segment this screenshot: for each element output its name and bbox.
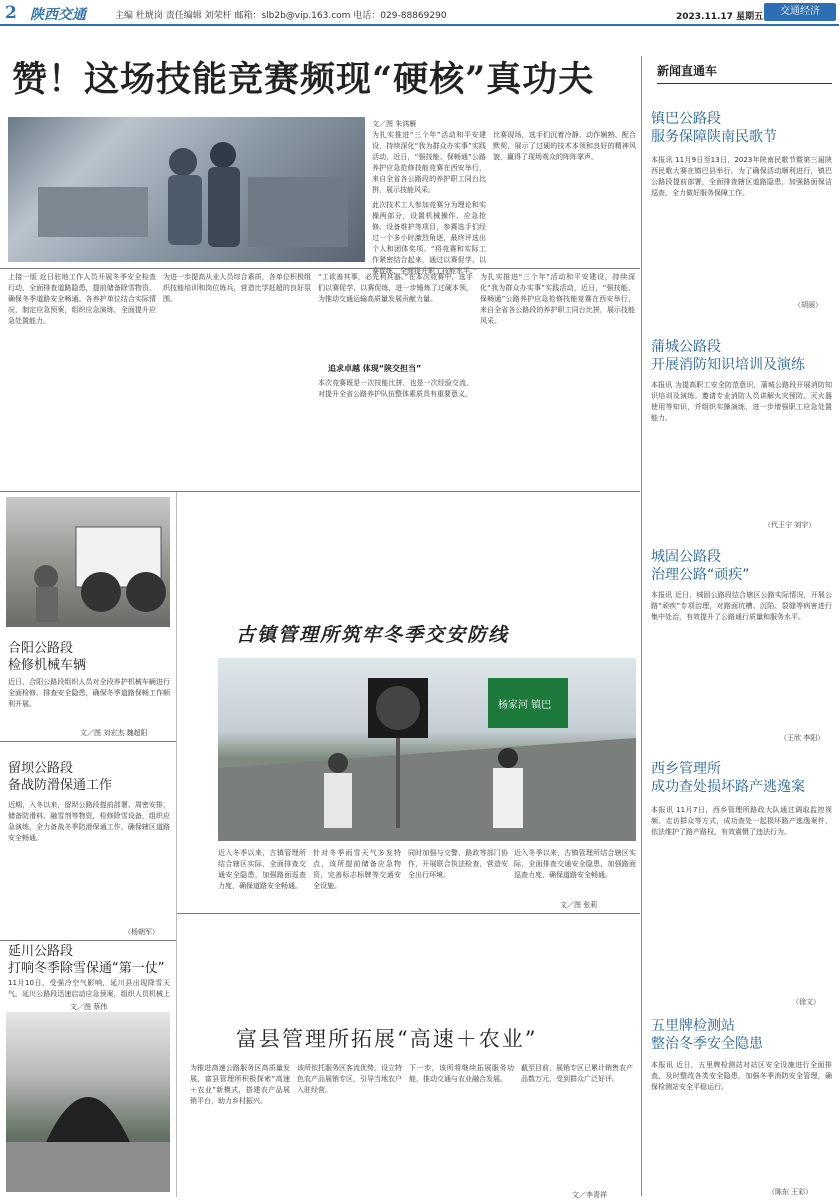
sidebar-item-body: 本报讯 为提高职工安全防范意识，蒲城公路段开展消防知识培训及演练。邀请专业消防人员讲解火灾预防、灭火器使用等知识，并组织实操演练，进一步增强职工应急处置能力。 <box>651 381 832 422</box>
sidebar-item-body: 本报讯 11月9日至13日，2023年陕南民歌节暨第三届陕西民歌大赛在镇巴县举行。为了确保活动顺利进行，镇巴公路段提前部署，全面排查辖区道路隐患，加强路面保洁巡查，全力做好服务保障工作。 <box>651 156 832 197</box>
sidebar-item-title: 西乡管理所 成功查处损坏路产逃逸案 <box>651 761 805 795</box>
machinery-photo <box>6 497 170 627</box>
sidebar-item-credit: （胡丽） <box>794 301 822 309</box>
competition-photo <box>8 117 365 262</box>
sidebar-item-credit: （王欣 李阳） <box>780 734 825 742</box>
story2-body-4: 截至目前，展销专区已累计销售农产品数万元，受到群众广泛好评。 <box>521 1064 633 1083</box>
section-tab[interactable]: 交通经济 <box>764 3 836 21</box>
left-article-2-body: 近期，入冬以来，留坝公路段提前部署、周密安排，储备防滑料、融雪剂等物资，检修除雪设备，组织应急演练，全力备战冬季防滑保通工作，确保辖区道路安全畅通。 <box>8 801 170 842</box>
story1-body-4: 近入冬季以来，古镇管理所结合辖区实际，全面排查交通安全隐患，加强路面巡查力度，确保道路安全畅通。 <box>514 849 636 879</box>
story2-body-2: 该所依托服务区客流优势，设立特色农产品展销专区，引导当地农户入驻经营。 <box>297 1064 402 1094</box>
byline: 文／图 朱鸿雁 <box>372 120 417 128</box>
lede-text: 为扎实推进“三个年”活动和平安建设，持续深化“我为群众办实事”实践活动，近日，“强技能、保畅通”公路养护应急抢修技能竞赛在西安举行，来自全省各公路段的养护职工同台比拼，展示技能风采。 <box>372 131 486 194</box>
left-article-1-body: 近日，合阳公路段组织人员对全段养护机械车辆进行全面检修，排查安全隐患，确保冬季道路保畅工作顺利开展。 <box>8 678 170 708</box>
story1-body-3: 同时加强与交警、路政等部门协作，开展联合执法检查，营造安全出行环境。 <box>408 849 508 879</box>
article-col3: 比赛现场，选手们沉着冷静、动作娴熟、配合默契，展示了过硬的技术本领和良好的精神风貌，赢得了现场观众的阵阵掌声。 <box>493 131 636 161</box>
story2-credit: 文／李青祥 <box>572 1191 607 1199</box>
sidebar-underline <box>657 83 832 84</box>
sidebar-item-body: 本报讯 近日，五里牌检测站对站区安全设施进行全面排查，及时整改各类安全隐患，加强冬季消防安全管理，确保检测站安全平稳运行。 <box>651 1061 832 1091</box>
article-cont5: 为扎实推进“三个年”活动和平安建设，持续深化“我为群众办实事”实践活动，近日，“强技能、保畅通”公路养护应急抢修技能竞赛在西安举行，来自全省各公路段的养护职工同台比拼，展示技能风采。 <box>480 273 635 325</box>
story2-body-1: 为推进高速公路服务区高质量发展，富县管理所积极探索“高速＋农业”新模式，搭建农产品展销平台，助力乡村振兴。 <box>190 1064 290 1105</box>
issue-date: 2023.11.17 星期五 <box>676 12 764 22</box>
sidebar-item-title: 蒲城公路段 开展消防知识培训及演练 <box>651 339 805 373</box>
story2-body-3: 下一步，该所将继续拓展服务功能，推动交通与农业融合发展。 <box>409 1064 514 1083</box>
sidebar-item-title: 城固公路段 治理公路“顽疾” <box>651 549 750 583</box>
divider <box>0 491 640 492</box>
article-cont4: 本次竞赛既是一次技能比拼，也是一次经验交流，对提升全省公路养护队伍整体素质具有重要意义。 <box>318 379 473 398</box>
sidebar-item-body: 本报讯 近日，城固公路段结合辖区公路实际情况，开展公路“顽疾”专项治理，对路面坑槽、沉陷、裂缝等病害进行集中处治，有效提升了公路通行质量和服务水平。 <box>651 591 832 621</box>
subheading: 追求卓越 体现“陕交担当” <box>328 364 422 373</box>
left-article-3-body: 11月10日，受强冷空气影响，延川县出现降雪天气。延川公路段迅速启动应急预案，组织人员机械上 <box>8 979 170 998</box>
sidebar-item-title: 五里牌检测站 整治冬季安全隐患 <box>651 1018 763 1052</box>
story2-title: 富县管理所拓展“高速＋农业” <box>236 1027 538 1051</box>
article-cont3: “工欲善其事，必先利其器。”在本次竞赛中，选手们以赛促学、以赛促练，进一步锤炼了过硬本领，为推动交通运输高质量发展贡献力量。 <box>318 273 473 303</box>
story1-body-1: 近入冬季以来，古镇管理所结合辖区实际，全面排查交通安全隐患，加强路面巡查力度，确保道路安全畅通。 <box>218 849 306 890</box>
newspaper-name: 陕西交通 <box>30 7 86 23</box>
sidebar-item-credit: （代王宁 刘宇） <box>764 521 816 529</box>
sidebar-item-body: 本报讯 11月7日，西乡管理所路政大队通过调取监控视频、走访群众等方式，成功查处一起损坏路产逃逸案件，依法维护了路产路权，有效震慑了违法行为。 <box>651 806 832 836</box>
left-article-3-title: 延川公路段 打响冬季除雪保通“第一仗” <box>8 944 165 976</box>
tunnel-icon <box>6 1012 170 1192</box>
article-cont2: 为进一步提高从业人员综合素质，各单位积极组织技能培训和岗位练兵，营造比学赶超的良好氛围。 <box>163 273 311 303</box>
article-cont1: 上接一版 近日驻地工作人员开展冬季安全检查行动，全面排查道路隐患，提前储备除雪物资，确保冬季道路安全畅通。各养护单位结合实际情况，制定应急预案，组织应急演练，全面提升应急处置能力。 <box>8 273 156 325</box>
traffic-sign-photo <box>218 658 636 841</box>
story1-title: 古镇管理所筑牢冬季交安防线 <box>236 624 510 646</box>
divider <box>177 913 640 914</box>
road-sign-text: 杨家河 镇巴 <box>498 700 552 711</box>
sidebar-item-credit: （陈东 王彩） <box>768 1188 813 1196</box>
left-article-2-title: 留坝公路段 备战防滑保通工作 <box>8 761 113 793</box>
main-headline: 赞！这场技能竞赛频现“硬核”真功夫 <box>12 59 595 100</box>
sidebar-header: 新闻直通车 <box>657 64 718 78</box>
workers-icon <box>8 117 365 262</box>
divider <box>0 741 176 742</box>
left-article-2-credit: （杨朝军） <box>124 928 159 936</box>
left-article-3-credit: 文／图 蔡伟 <box>70 1003 108 1011</box>
sidebar-rule <box>641 56 642 1196</box>
column-rule <box>176 492 177 1197</box>
page-number: 2 <box>5 3 17 23</box>
story1-credit: 文／图 张莉 <box>560 901 598 909</box>
left-article-1-title: 合阳公路段 检修机械车辆 <box>8 641 87 673</box>
truck-icon <box>6 497 170 627</box>
sidebar-item-title: 镇巴公路段 服务保障陕南民歌节 <box>651 111 777 145</box>
story1-body-2: 针对冬季雨雪天气多发特点，该所提前储备应急物资，完善标志标牌等交通安全设施。 <box>313 849 401 890</box>
sidebar-item-credit: （徐文） <box>792 998 820 1006</box>
staff-info: 主编 杜琥岗 责任编辑 刘荣杆 邮箱：slb2b@vip.163.com 电话：029-88869290 <box>115 11 447 21</box>
divider <box>0 940 176 941</box>
divider <box>0 268 640 269</box>
page-header <box>0 0 839 26</box>
article-col2: 此次技术工人参加竞赛分为理论和实操两部分，设置机械操作、应急抢修、设备维护等项目，参赛选手们经过一个多小时激烈角逐，最终评选出个人和团体奖项。“将竞赛和实际工作紧密结合起来，通过以赛促学、以赛促练，全面提升职工技能水平。” <box>372 201 486 275</box>
snow-road-photo <box>6 1012 170 1192</box>
left-article-1-credit: 文／图 刘宏杰 魏超阳 <box>80 729 148 737</box>
road-scene-icon <box>218 658 636 841</box>
